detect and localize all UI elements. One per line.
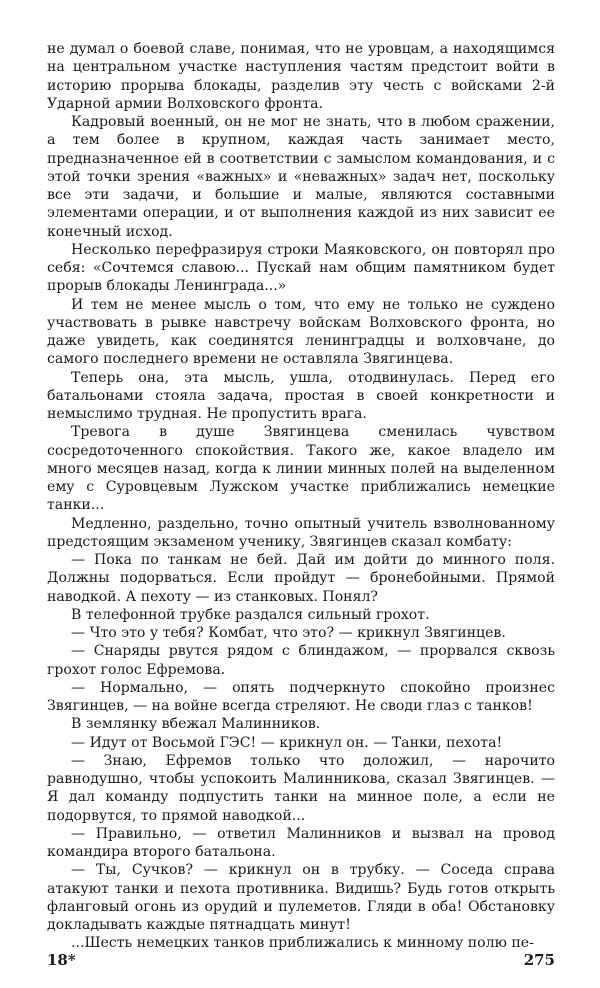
dialogue-line: — Снаряды рвутся рядом с блиндажом, — прорвался сквозь грохот голос Ефремова. (47, 643, 555, 678)
dialogue-line: — Ты, Сучков? — крикнул он в трубку. — Соседа справа атакуют танки и пехота противника. Видишь? Будь готов открыть фланговый огонь из орудий и пулеметов. Гляди в оба! Обстановку докладывать каждые пятнадцать минут! (47, 862, 555, 933)
dialogue-line: — Пока по танкам не бей. Дай им дойти до минного поля. Должны подорваться. Если пройдут — бронебойными. Прямой наводкой. А пехоту — из станковых. Понял? (47, 552, 555, 605)
paragraph-continuation: не думал о боевой славе, понимая, что не уровцам, а находящимся на центральном участке наступления частям предстоит войти в историю прорыва блокады, разделив эту честь с войсками 2-й Ударной армии Волховского фронта. (47, 41, 555, 112)
signature-mark: 18* (47, 951, 76, 969)
dialogue-line: — Знаю, Ефремов только что доложил, — нарочито равнодушно, чтобы успокоить Малинникова, сказал Звягинцев. — Я дал команду подпустить танки на минное поле, а если не подорвутся, то прямой наводкой... (47, 752, 555, 824)
dialogue-line: — Что это у тебя? Комбат, что это? — крикнул Звягинцев. (71, 625, 506, 641)
book-page (47, 0, 555, 988)
paragraph: Кадровый военный, он не мог не знать, что в любом сражении, а тем более в крупном, каждая часть занимает место, предназначенное ей в соответствии с замыслом командования, и с этой точки зрения «важных» и «неважных» задач нет, поскольку все эти задачи, и большие и малые, являются составными элементами операции, и от выполнения каждой из них зависит ее конечный исход. (47, 114, 555, 240)
dialogue-line: — Нормально, — опять подчеркнуто спокойно произнес Звягинцев, — на войне всегда стреляют. Не своди глаз с танков! (47, 679, 555, 714)
dialogue-line: — Идут от Восьмой ГЭС! — крикнул он. — Танки, пехота! (71, 734, 503, 751)
paragraph-final: ...Шесть немецких танков приближались к минному полю пе- (71, 935, 534, 952)
paragraph: В землянку вбежал Малинников. (71, 716, 321, 733)
dialogue-line: — Правильно, — ответил Малинников и вызвал на провод командира второго батальона. (47, 825, 555, 860)
paragraph: Несколько перефразируя строки Маяковского, он повторял про себя: «Сочтемся славою... Пускай нам общим памятником будет прорыв блокады Ленинграда...» (47, 241, 555, 295)
paragraph: Тревога в душе Звягинцева сменилась чувством сосредоточенного спокойствия. Такого же, какое владело им много месяцев назад, когда к линии минных полей на выделенном ему с Суровцевым Лужском участке приближались немецкие танки... (47, 424, 555, 514)
paragraph: И тем не менее мысль о том, что ему не только не суждено участвовать в рывке навстречу войскам Волховского фронта, но даже увидеть, как соединятся ленинградцы и волховчане, до самого последнего времени не оставляла Звягинцева. (47, 296, 555, 368)
paragraph: В телефонной трубке раздался сильный грохот. (71, 606, 430, 623)
page-number: 275 (523, 951, 555, 969)
paragraph: Теперь она, эта мысль, ушла, отодвинулась. Перед его батальонами стояла задача, простая в своей конкретности и немыслимо трудная. Не пропустить врага. (47, 369, 555, 422)
body-text (47, 40, 555, 953)
paragraph: Медленно, раздельно, точно опытный учитель взволнованному предстоящим экзаменом ученику, Звягинцев сказал комбату: (47, 515, 555, 550)
page-footer (47, 951, 555, 973)
